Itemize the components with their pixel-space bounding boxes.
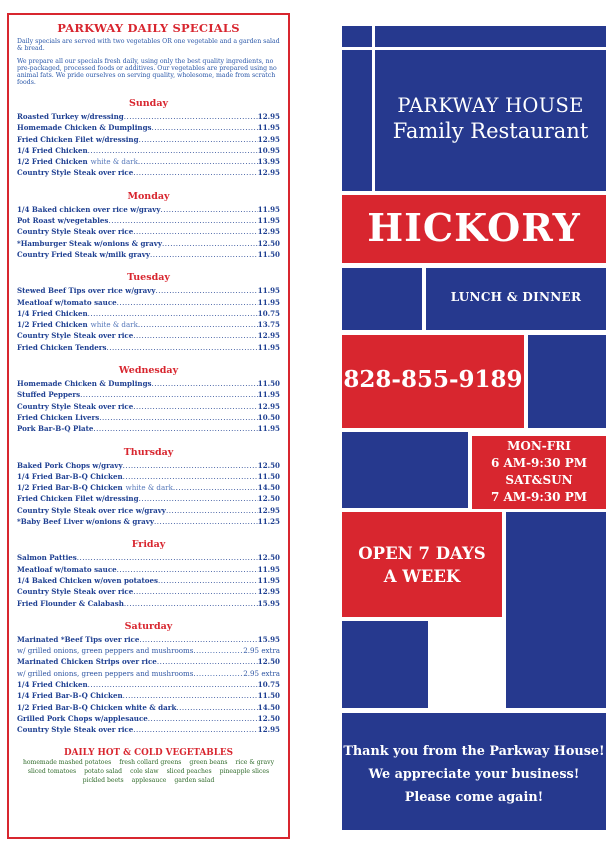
menu-item	[17, 215, 280, 226]
vegetable-item: pineapple slices	[219, 768, 270, 776]
dot-leader	[99, 412, 258, 423]
dot-leader	[139, 134, 258, 145]
menu-item-price: 11.95	[257, 575, 280, 585]
day-heading-thursday: Thursday	[123, 446, 174, 458]
thank-you-message	[342, 740, 606, 809]
dot-leader	[117, 297, 258, 308]
vegetable-item: potato salad	[84, 768, 123, 776]
dot-leader	[123, 471, 258, 482]
menu-item	[17, 586, 280, 597]
dot-leader	[158, 575, 258, 586]
opening-hours	[472, 438, 606, 506]
menu-item	[17, 401, 280, 412]
menu-item-name: 1/2 Fried Bar-B-Q Chicken	[17, 483, 123, 493]
menu-item-price: 11.50	[257, 249, 280, 259]
menu-item-name: Fried Chicken Livers	[17, 412, 100, 422]
thanks-line3: Please come again!	[404, 790, 544, 805]
menu-item-name: Fried Chicken Tenders	[17, 342, 107, 352]
menu-item-name: 1/4 Fried Bar-B-Q Chicken	[17, 691, 123, 701]
day-items-thursday	[17, 460, 280, 528]
menu-item	[17, 111, 280, 122]
menu-item	[17, 471, 280, 482]
menu-item	[17, 516, 280, 527]
menu-item-price: 12.95	[257, 401, 280, 411]
menu-item-price: 10.95	[257, 145, 280, 155]
menu-item	[17, 389, 280, 400]
menu-item	[17, 575, 280, 586]
menu-item-name: 1/4 Baked chicken over rice w/gravy	[17, 204, 161, 214]
dot-leader	[123, 460, 258, 471]
menu-item-price: 14.50	[257, 483, 280, 493]
menu-item-price: 12.50	[257, 238, 280, 248]
day-items-wednesday	[17, 378, 280, 434]
menu-item	[17, 226, 280, 237]
dot-leader	[160, 204, 257, 215]
menu-item	[17, 702, 280, 713]
menu-item-name: Meatloaf w/tomato sauce	[17, 564, 117, 574]
thanks-line2: We appreciate your business!	[368, 767, 580, 782]
day-items-sunday	[17, 111, 280, 179]
menu-item-price: 12.50	[257, 657, 280, 667]
hours-weekday-label: MON-FRI	[507, 439, 571, 453]
menu-item-name: Homemade Chicken & Dumplings	[17, 123, 152, 133]
menu-item-price: 11.50	[257, 379, 280, 389]
menu-item-name: Country Style Steak over rice	[17, 331, 134, 341]
restaurant-name-line2: Family Restaurant	[392, 119, 589, 143]
menu-item-price: 11.50	[257, 471, 280, 481]
menu-item-price: 11.95	[257, 424, 280, 434]
dot-leader	[133, 167, 258, 178]
day-items-monday	[17, 204, 280, 260]
menu-item-name: Homemade Chicken & Dumplings	[17, 379, 152, 389]
menu-item	[17, 238, 280, 249]
dot-leader	[88, 679, 258, 690]
dot-leader	[176, 702, 257, 713]
menu-item-name: Marinated *Beef Tips over rice	[17, 634, 140, 644]
menu-item	[17, 378, 280, 389]
menu-item-price: 12.50	[257, 494, 280, 504]
menu-item-name: 1/4 Fried Chicken	[17, 679, 88, 689]
vegetable-row	[9, 776, 288, 785]
menu-item-price: 12.95	[257, 112, 280, 121]
menu-item-price: 11.25	[257, 517, 280, 527]
vegetables-title: DAILY HOT & COLD VEGETABLES	[64, 748, 233, 759]
menu-item-note: white & dark	[90, 320, 138, 330]
menu-item-price: 10.50	[257, 412, 280, 422]
menu-item	[17, 482, 280, 493]
dot-leader	[193, 668, 243, 679]
dot-leader	[93, 423, 257, 434]
menu-item-name: Baked Pork Chops w/gravy	[17, 460, 123, 470]
vegetables-list	[9, 758, 288, 785]
day-items-tuesday	[17, 285, 280, 353]
menu-item-name: Fried Flounder & Calabash	[17, 598, 124, 608]
hours-weekend-time: 7 AM-9:30 PM	[490, 490, 588, 504]
menu-item	[17, 724, 280, 735]
menu-item-price: 10.75	[257, 308, 280, 318]
menu-item-name: Marinated Chicken Strips over rice	[17, 657, 157, 667]
menu-item	[17, 122, 280, 133]
dot-leader	[133, 724, 258, 735]
dot-leader	[107, 342, 258, 353]
menu-item-price: 11.95	[257, 564, 280, 574]
dot-leader	[139, 634, 257, 645]
day-heading-monday: Monday	[127, 190, 170, 202]
location-name: HICKORY	[367, 205, 581, 250]
menu-item-name: 1/2 Fried Chicken	[17, 157, 88, 167]
menu-item-price: 12.95	[257, 505, 280, 515]
day-heading-saturday: Saturday	[124, 620, 173, 632]
menu-item-name: Roasted Turkey w/dressing	[17, 112, 124, 121]
menu-item	[17, 285, 280, 296]
menu-item	[17, 330, 280, 341]
menu-item-note: white & dark	[125, 483, 173, 493]
phone-number: 828-855-9189	[343, 366, 523, 393]
dot-leader	[152, 122, 258, 133]
menu-item-extra	[17, 668, 280, 679]
menu-item	[17, 319, 280, 330]
menu-item-name: Country Fried Steak w/milk gravy	[17, 249, 150, 259]
menu-item-name: 1/4 Fried Bar-B-Q Chicken	[17, 471, 123, 481]
dot-leader	[162, 238, 258, 249]
dot-leader	[133, 401, 258, 412]
menu-item-price: 13.95	[257, 157, 280, 167]
menu-item-price: 13.75	[257, 320, 280, 330]
dot-leader	[108, 215, 257, 226]
dot-leader	[139, 493, 258, 504]
menu-item-name: Meatloaf w/tomato sauce	[17, 297, 117, 307]
menu-item	[17, 134, 280, 145]
vegetable-item: sliced tomatoes	[27, 768, 77, 776]
menu-item	[17, 167, 280, 178]
menu-item-extra	[17, 645, 280, 656]
day-heading-sunday: Sunday	[129, 98, 168, 109]
open-days-line2: A WEEK	[383, 567, 461, 586]
dot-leader	[154, 516, 258, 527]
menu-item-price: 11.50	[257, 691, 280, 701]
menu-item	[17, 249, 280, 260]
menu-item-price: 2.95 extra	[243, 668, 280, 678]
menu-item-name: Pork Bar-B-Q Plate	[17, 424, 94, 434]
menu-item-price: 10.75	[257, 679, 280, 689]
cover-tall-block	[506, 512, 606, 708]
dot-leader	[166, 505, 258, 516]
menu-item-name: Country Style Steak over rice	[17, 587, 134, 597]
menu-item-name: *Baby Beef Liver w/onions & gravy	[17, 517, 154, 527]
menu-item	[17, 412, 280, 423]
vegetable-row	[9, 767, 288, 776]
dot-leader	[124, 111, 258, 122]
vegetable-row	[9, 758, 288, 767]
day-heading-wednesday: Wednesday	[118, 365, 179, 377]
menu-item	[17, 204, 280, 215]
menu-item-name: *Hamburger Steak w/onions & gravy	[17, 238, 162, 248]
restaurant-name-line1: PARKWAY HOUSE	[397, 94, 584, 117]
menu-item-name: 1/2 Fried Chicken	[17, 320, 88, 330]
menu-item-name: 1/4 Baked Chicken w/oven potatoes	[17, 575, 159, 585]
cover-grid-line-h	[342, 47, 606, 50]
vegetable-item: fresh collard greens	[119, 759, 182, 767]
menu-item	[17, 505, 280, 516]
specials-intro	[17, 38, 280, 86]
vegetable-item: green beans	[189, 759, 228, 767]
dot-leader	[193, 645, 243, 656]
vegetable-item: applesauce	[131, 777, 167, 785]
dot-leader	[150, 249, 258, 260]
dot-leader	[152, 378, 258, 389]
menu-item	[17, 145, 280, 156]
day-items-friday	[17, 552, 280, 608]
menu-item	[17, 460, 280, 471]
dot-leader	[124, 598, 258, 609]
menu-item	[17, 656, 280, 667]
dot-leader	[88, 145, 258, 156]
menu-item-name: Country Style Steak over rice	[17, 168, 134, 178]
menu-item-name: Pot Roast w/vegetables	[17, 216, 109, 226]
vegetable-item: rice & gravy	[235, 759, 275, 767]
menu-item-price: 2.95 extra	[243, 646, 280, 656]
dot-leader	[77, 552, 258, 563]
menu-item	[17, 297, 280, 308]
menu-item-price: 15.95	[257, 634, 280, 644]
menu-item-name: 1/4 Fried Chicken	[17, 308, 88, 318]
cover-small-block-3	[342, 432, 468, 508]
day-heading-friday: Friday	[131, 539, 166, 551]
dot-leader	[157, 656, 258, 667]
menu-item	[17, 308, 280, 319]
menu-item	[17, 342, 280, 353]
dot-leader	[80, 389, 258, 400]
menu-item-price: 11.95	[257, 390, 280, 400]
dot-leader	[117, 564, 258, 575]
menu-item	[17, 634, 280, 645]
dot-leader	[138, 156, 258, 167]
menu-item-price: 11.95	[257, 342, 280, 352]
menu-item-name: Country Style Steak over rice	[17, 227, 134, 237]
menu-item-name: Salmon Patties	[17, 553, 77, 563]
menu-item-name: Country Style Steak over rice	[17, 401, 134, 411]
menu-item-price: 12.95	[257, 168, 280, 178]
daily-specials-panel	[7, 13, 290, 839]
menu-item	[17, 690, 280, 701]
menu-item-name: Fried Chicken Filet w/dressing	[17, 134, 139, 144]
menu-item	[17, 713, 280, 724]
dot-leader	[133, 586, 258, 597]
dot-leader	[148, 713, 258, 724]
vegetable-item: garden salad	[174, 777, 215, 785]
open-days-text	[342, 542, 502, 588]
vegetable-item: cole slaw	[130, 768, 159, 776]
dot-leader	[155, 285, 257, 296]
menu-item-name: Stewed Beef Tips over rice w/gravy	[17, 286, 156, 296]
day-heading-tuesday: Tuesday	[127, 272, 170, 284]
dot-leader	[173, 482, 258, 493]
menu-item-name: Grilled Pork Chops w/applesauce	[17, 713, 148, 723]
menu-item	[17, 679, 280, 690]
thanks-line1: Thank you from the Parkway House!	[343, 744, 605, 759]
menu-item	[17, 493, 280, 504]
menu-item	[17, 552, 280, 563]
menu-item-price: 11.95	[257, 286, 280, 296]
cover-small-block-1	[342, 268, 422, 330]
menu-item-price: 12.95	[257, 134, 280, 144]
vegetable-item: homemade mashed potatoes	[22, 759, 112, 767]
menu-item-note: white & dark	[90, 157, 138, 167]
intro-quality-note: We prepare all our specials fresh daily, using only the best quality ingredients, no pre-packaged, processed foods or additives. Our vegetables are prepared using no animal fats. We pride ourselves on serving quality, wholesome, made from scratch foods.	[17, 58, 277, 86]
menu-item-name: Stuffed Peppers	[17, 390, 81, 400]
menu-item-price: 12.50	[257, 713, 280, 723]
dot-leader	[133, 226, 258, 237]
menu-item-price: 15.95	[257, 598, 280, 608]
service-hours-label: LUNCH & DINNER	[450, 290, 582, 304]
dot-leader	[88, 308, 258, 319]
restaurant-name	[375, 94, 606, 143]
hours-weekend-label: SAT&SUN	[505, 473, 573, 487]
open-days-line1: OPEN 7 DAYS	[358, 544, 486, 563]
menu-item-name: Country Style Steak over rice w/gravy	[17, 505, 166, 515]
dot-leader	[123, 690, 258, 701]
dot-leader	[138, 319, 258, 330]
intro-serving-note: Daily specials are served with two vegetables OR one vegetable and a garden salad & bread.	[17, 38, 280, 52]
menu-item-name: 1/2 Fried Bar-B-Q Chicken white & dark	[17, 702, 177, 712]
menu-item	[17, 564, 280, 575]
menu-item-price: 11.95	[257, 216, 280, 226]
vegetable-item: sliced peaches	[166, 768, 212, 776]
menu-item	[17, 423, 280, 434]
menu-item-price: 11.95	[257, 297, 280, 307]
menu-item-name: w/ grilled onions, green peppers and mushrooms	[17, 646, 194, 656]
menu-item-price: 12.50	[257, 553, 280, 563]
cover-small-block-4	[342, 621, 428, 708]
menu-item-price: 12.95	[257, 227, 280, 237]
menu-item-price: 12.50	[257, 460, 280, 470]
menu-item-price: 12.95	[257, 331, 280, 341]
menu-item-name: 1/4 Fried Chicken	[17, 145, 88, 155]
menu-item-name: w/ grilled onions, green peppers and mushrooms	[17, 668, 194, 678]
hours-weekday-time: 6 AM-9:30 PM	[490, 456, 588, 470]
menu-item	[17, 598, 280, 609]
specials-days	[9, 98, 288, 735]
specials-title: PARKWAY DAILY SPECIALS	[57, 21, 240, 35]
menu-item-price: 14.50	[257, 702, 280, 712]
menu-item-price: 12.95	[257, 587, 280, 597]
menu-item-price: 11.95	[257, 204, 280, 214]
dot-leader	[133, 330, 258, 341]
day-items-saturday	[17, 634, 280, 736]
menu-item-name: Fried Chicken Filet w/dressing	[17, 494, 139, 504]
menu-item-price: 12.95	[257, 725, 280, 735]
cover-small-block-2	[528, 335, 606, 428]
menu-item-price: 11.95	[257, 123, 280, 133]
menu-item	[17, 156, 280, 167]
vegetable-item: pickled beets	[82, 777, 124, 785]
menu-item-name: Country Style Steak over rice	[17, 725, 134, 735]
